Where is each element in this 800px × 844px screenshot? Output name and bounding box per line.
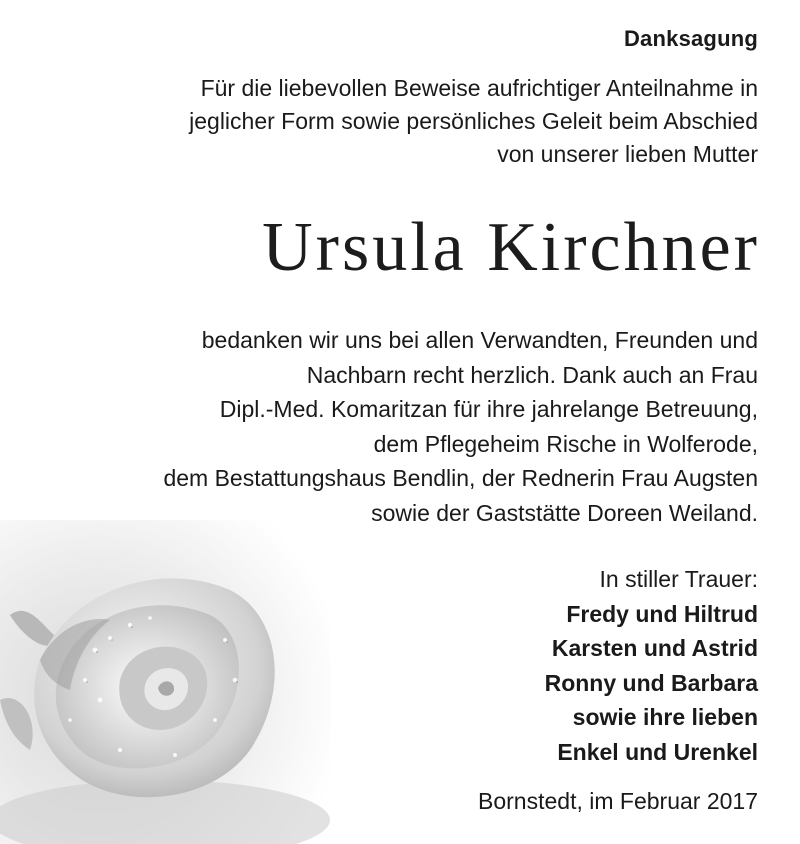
thanks-paragraph xyxy=(38,323,758,530)
mourner-name: Karsten und Astrid xyxy=(551,635,758,661)
deceased-name: Ursula Kirchner xyxy=(262,209,760,286)
notice-heading: Danksagung xyxy=(623,26,758,51)
mourner-name: Ronny und Barbara xyxy=(544,669,758,696)
mourner-name: sowie ihre lieben xyxy=(572,704,758,730)
thanks-line: dem Pflegeheim Rische in Wolferode, xyxy=(373,430,758,457)
thanks-line: dem Bestattungshaus Bendlin, der Rednerin Frau Augsten xyxy=(163,465,758,491)
intro-line: Für die liebevollen Beweise aufrichtiger Anteilnahme in xyxy=(200,75,758,101)
mourners-block xyxy=(545,562,758,769)
thanks-line: Nachbarn recht herzlich. Dank auch an Frau xyxy=(306,361,758,388)
thanks-line: Dipl.-Med. Komaritzan für ihre jahrelange Betreuung, xyxy=(219,396,758,422)
thanks-line: sowie der Gaststätte Doreen Weiland. xyxy=(371,499,758,526)
thanks-line: bedanken wir uns bei allen Verwandten, Freunden und xyxy=(201,327,758,353)
intro-line: von unserer lieben Mutter xyxy=(497,141,758,167)
intro-line: jeglicher Form sowie persönliches Geleit beim Abschied xyxy=(189,108,758,134)
intro-paragraph xyxy=(38,72,758,171)
white-rose-illustration xyxy=(0,520,330,844)
place-date: Bornstedt, im Februar 2017 xyxy=(478,788,758,814)
mourner-name: Enkel und Urenkel xyxy=(557,738,758,765)
mourning-intro: In stiller Trauer: xyxy=(599,566,758,592)
mourner-name: Fredy und Hiltrud xyxy=(566,600,758,627)
